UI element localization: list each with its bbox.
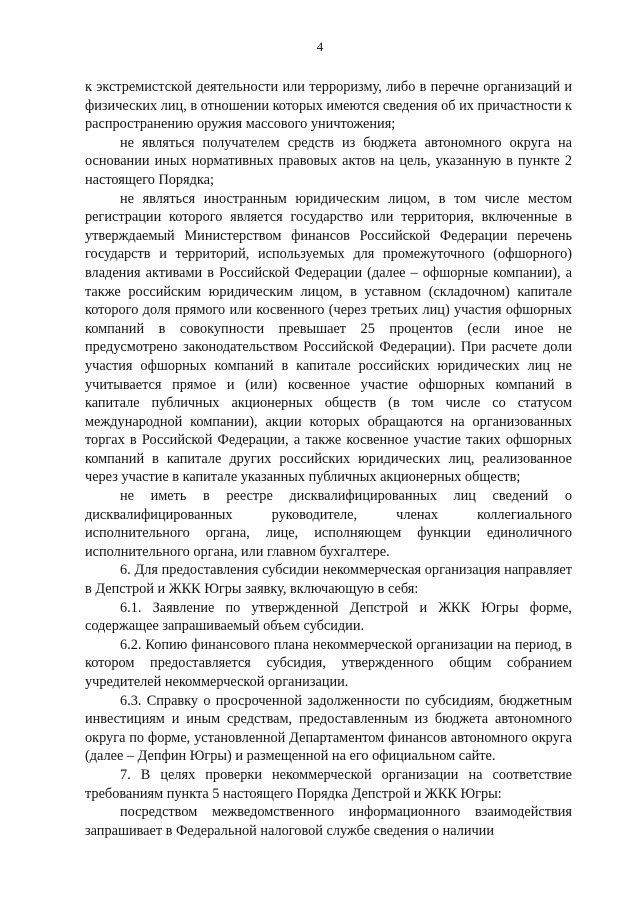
- paragraph-clause-6-3: 6.3. Справку о просроченной задолженности по субсидиям, бюджетным инвестициям и иным средствам, предоставленным из бюджета автономного округа по форме, установленной Департаментом финансов автономного округа (далее – Депфин Югры) и размещенной на его официальном сайте.: [85, 692, 572, 765]
- paragraph-clause-6-1: 6.1. Заявление по утвержденной Депстрой и ЖКК Югры форме, содержащее запрашиваемый объем субсидии.: [85, 599, 572, 635]
- page-number: 4: [316, 39, 324, 54]
- paragraph-interagency-request: посредством межведомственного информационного взаимодействия запрашивает в Федеральной налоговой службе сведения о наличии: [85, 804, 572, 839]
- paragraph-offshore-requirement: не являться иностранным юридическим лицом, в том числе местом регистрации которого является государство или территория, включенные в утверждаемый Министерством финансов Российской Федерации перечень государств и территорий, используемых для промежуточного (офшорного) владения активами в Российской Федерации (далее – офшорные компании), а также российским юридическим лицом, в уставном (складочном) капитале которого доля прямого или косвенного (через третьих лиц) участия офшорных компаний в совокупности превышает 25 процентов (если иное не предусмотрено законодательством Российской Федерации). При расчете доли участия офшорных компаний в капитале российских юридических лиц не учитывается прямое и (или) косвенное участие офшорных компаний в капитале публичных акционерных обществ (в том числе со статусом международной компании), акции которых обращаются на организованных торгах в Российской Федерации, а также косвенное участие таких офшорных компаний в капитале других российских юридических лиц, реализованное через участие в капитале указанных публичных акционерных обществ;: [85, 190, 572, 486]
- paragraph-clause-6: 6. Для предоставления субсидии некоммерческая организация направляет в Депстрой и ЖКК Югры заявку, включающую в себя:: [85, 562, 572, 598]
- document-body: [85, 78, 572, 840]
- paragraph-clause-6-2: 6.2. Копию финансового плана некоммерческой организации на период, в котором предоставляется субсидия, утвержденного общим собранием учредителей некоммерческой организации.: [85, 636, 572, 690]
- paragraph-continuation: к экстремистской деятельности или терроризму, либо в перечне организаций и физических лиц, в отношении которых имеются сведения об их причастности к распространению оружия массового уничтожения;: [85, 79, 573, 133]
- paragraph-clause-7: 7. В целях проверки некоммерческой организации на соответствие требованиям пункта 5 настоящего Порядка Депстрой и ЖКК Югры:: [85, 766, 572, 802]
- paragraph-budget-requirement: не являться получателем средств из бюджета автономного округа на основании иных нормативных правовых актов на цель, указанную в пункте 2 настоящего Порядка;: [85, 134, 572, 188]
- paragraph-disqualification-requirement: не иметь в реестре дисквалифицированных лиц сведений о дисквалифицированных руководителе, членах коллегиального исполнительного органа, лице, исполняющем функции единоличного исполнительного органа, или главном бухгалтере.: [85, 488, 572, 560]
